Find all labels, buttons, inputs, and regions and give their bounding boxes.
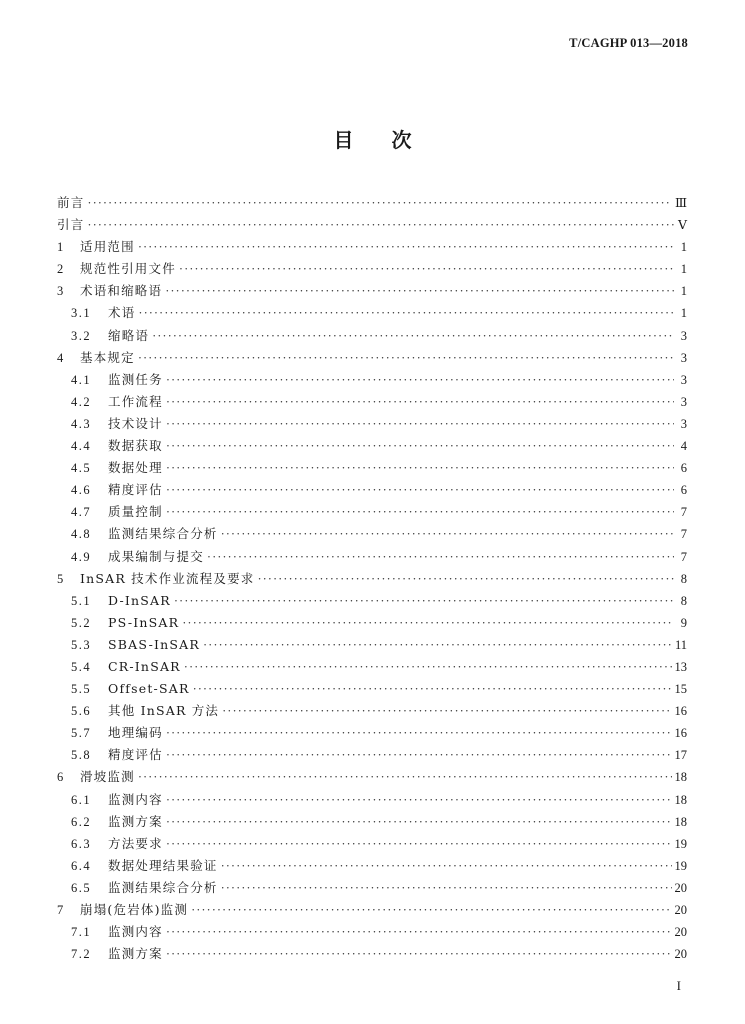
toc-entry-label: 技术设计	[108, 415, 163, 431]
toc-entry-label: 滑坡监测	[80, 769, 135, 785]
toc-entry-label: 缩略语	[108, 327, 150, 343]
toc-entry-page: 7	[680, 549, 687, 564]
toc-entry-page: Ⅲ	[674, 196, 687, 210]
toc-entry-number: 3.2	[71, 328, 92, 343]
dot-leader	[87, 214, 674, 236]
toc-entry-page: 13	[674, 659, 687, 674]
toc-entry-page: 18	[674, 770, 687, 785]
toc-entry-number: 3	[57, 284, 65, 299]
dot-leader	[138, 347, 674, 369]
toc-entry-label: 监测结果综合分析	[108, 879, 218, 895]
toc-entry-number: 6.5	[71, 880, 92, 895]
toc-entry-label: 引言	[57, 217, 85, 233]
dot-leader	[182, 612, 674, 634]
toc-entry-number: 3.1	[71, 306, 92, 321]
toc-entry[interactable]	[57, 568, 687, 590]
toc-entry-page: 7	[680, 527, 687, 542]
toc-entry-number: 4.9	[71, 549, 92, 564]
toc-entry[interactable]	[57, 347, 687, 369]
toc-entry-label: InSAR 技术作业流程及要求	[80, 570, 255, 586]
toc-entry[interactable]	[57, 634, 687, 656]
toc-entry-number: 4.1	[71, 372, 92, 387]
toc-entry-page: 20	[674, 925, 687, 940]
toc-entry-number: 6	[57, 770, 65, 785]
toc-entry-page: 1	[680, 306, 687, 321]
toc-entry-number: 5.4	[71, 659, 92, 674]
toc-entry-page: 3	[680, 416, 687, 431]
toc-entry-label: Offset-SAR	[108, 681, 190, 697]
toc-entry-label: 适用范围	[80, 239, 135, 255]
toc-entry-number: 1	[57, 240, 65, 255]
toc-entry-label: 数据处理结果验证	[108, 857, 218, 873]
toc-entry[interactable]	[57, 678, 687, 700]
dot-leader	[166, 457, 674, 479]
dot-leader	[166, 811, 672, 833]
toc-entry-number: 5.2	[71, 615, 92, 630]
toc-entry[interactable]	[57, 766, 687, 788]
standard-number: T/CAGHP 013—2018	[569, 36, 688, 50]
dot-leader	[166, 501, 674, 523]
toc-entry-page: 16	[674, 726, 687, 741]
dot-leader	[87, 192, 672, 214]
toc-entry[interactable]	[57, 236, 687, 258]
toc-entry[interactable]	[57, 280, 687, 302]
toc-entry-number: 4.2	[71, 394, 92, 409]
toc-entry-number: 5.6	[71, 704, 92, 719]
toc-entry-number: 7.1	[71, 925, 92, 940]
toc-entry[interactable]	[57, 700, 687, 722]
toc-entry[interactable]	[57, 656, 687, 678]
toc-entry[interactable]	[57, 192, 687, 214]
toc-entry-label: 崩塌(危岩体)监测	[80, 902, 189, 917]
toc-entry-page: 20	[674, 947, 687, 962]
toc-entry[interactable]	[57, 744, 687, 766]
toc-entry[interactable]	[57, 413, 687, 435]
toc-entry-page: 9	[680, 615, 687, 630]
toc-entry-number: 6.4	[71, 858, 92, 873]
toc-entry-number: 5.3	[71, 637, 92, 652]
toc-entry-label: 前言	[57, 195, 85, 210]
dot-leader	[166, 435, 674, 457]
toc-entry-number: 5.5	[71, 682, 92, 697]
toc-entry-number: 7	[57, 903, 65, 917]
toc-entry[interactable]	[57, 943, 687, 965]
toc-entry-label: 地理编码	[108, 725, 163, 741]
dot-leader	[257, 568, 674, 590]
toc-entry[interactable]	[57, 369, 687, 391]
toc-entry-page: 3	[680, 394, 687, 409]
toc-entry-number: 4	[57, 350, 65, 365]
toc-entry-label: 成果编制与提交	[108, 548, 204, 564]
dot-leader	[193, 678, 672, 700]
dot-leader	[152, 325, 674, 347]
toc-entry-number: 5	[57, 571, 65, 586]
dot-leader	[221, 523, 674, 545]
dot-leader	[166, 789, 672, 811]
toc-entry-label: 其他 InSAR 方法	[108, 703, 220, 719]
toc-entry-number: 6.2	[71, 814, 92, 829]
toc-entry-label: 监测内容	[108, 791, 163, 807]
toc-entry[interactable]	[57, 722, 687, 744]
toc-entry[interactable]	[57, 590, 687, 612]
table-of-contents	[57, 192, 687, 965]
toc-entry-number: 7.2	[71, 947, 92, 962]
toc-entry-page: 4	[680, 439, 687, 454]
toc-entry-page: 8	[680, 571, 687, 586]
dot-leader	[191, 899, 671, 921]
dot-leader	[138, 236, 674, 258]
toc-entry[interactable]	[57, 501, 687, 523]
toc-entry-number: 5.7	[71, 726, 92, 741]
toc-entry[interactable]	[57, 811, 687, 833]
toc-entry-page: 8	[680, 593, 687, 608]
toc-entry-label: 监测方案	[108, 946, 163, 962]
toc-entry-page: 20	[674, 903, 687, 917]
toc-entry-number: 6.1	[71, 792, 92, 807]
toc-entry-label: 监测内容	[108, 924, 163, 940]
toc-entry-label: 质量控制	[108, 504, 163, 520]
toc-entry-page: 11	[674, 637, 687, 652]
toc-entry-label: 术语和缩略语	[80, 283, 163, 299]
toc-entry-page: 20	[674, 880, 687, 895]
toc-entry-page: 19	[674, 858, 687, 873]
dot-leader	[166, 722, 672, 744]
toc-entry-number: 4.3	[71, 416, 92, 431]
toc-entry-label: 基本规定	[80, 349, 135, 365]
toc-entry-page: 15	[674, 682, 687, 697]
toc-entry-page: 1	[680, 240, 687, 255]
toc-entry-number: 2	[57, 262, 65, 277]
dot-leader	[166, 479, 674, 501]
page-number: I	[676, 978, 681, 993]
toc-entry-page: 18	[674, 814, 687, 829]
dot-leader	[222, 700, 671, 722]
dot-leader	[179, 258, 674, 280]
toc-entry-label: 监测任务	[108, 371, 163, 387]
dot-leader	[203, 634, 672, 656]
toc-entry-page: 1	[680, 284, 687, 299]
toc-entry-number: 5.8	[71, 748, 92, 763]
toc-entry-page: 7	[680, 505, 687, 520]
toc-entry[interactable]	[57, 302, 687, 324]
toc-entry[interactable]	[57, 457, 687, 479]
toc-entry-page: 16	[674, 704, 687, 719]
toc-entry-number: 5.1	[71, 593, 92, 608]
dot-leader	[166, 921, 672, 943]
toc-entry[interactable]	[57, 612, 687, 634]
toc-entry-number: 4.4	[71, 439, 92, 454]
dot-leader	[166, 943, 672, 965]
toc-entry-label: 监测方案	[108, 813, 163, 829]
toc-entry-label: SBAS-InSAR	[108, 636, 201, 652]
dot-leader	[165, 280, 674, 302]
toc-entry-label: CR-InSAR	[108, 658, 181, 674]
toc-entry-page: 6	[680, 461, 687, 476]
toc-entry[interactable]	[57, 479, 687, 501]
dot-leader	[166, 369, 674, 391]
dot-leader	[207, 546, 674, 568]
toc-entry[interactable]	[57, 877, 687, 899]
toc-entry-label: 规范性引用文件	[80, 261, 176, 277]
toc-entry-number: 4.6	[71, 483, 92, 498]
toc-entry-label: 监测结果综合分析	[108, 526, 218, 542]
dot-leader	[138, 302, 674, 324]
dot-leader	[166, 391, 674, 413]
toc-entry-page: 3	[680, 328, 687, 343]
toc-entry[interactable]	[57, 435, 687, 457]
toc-entry[interactable]	[57, 325, 687, 347]
toc-entry-page: 1	[680, 262, 687, 277]
toc-entry-page: 6	[680, 483, 687, 498]
dot-leader	[166, 833, 672, 855]
page-title: 目次	[333, 128, 450, 152]
toc-entry-label: PS-InSAR	[108, 614, 180, 630]
toc-entry-page: 3	[680, 350, 687, 365]
toc-entry-label: D-InSAR	[108, 592, 171, 608]
toc-entry-label: 数据获取	[108, 438, 163, 454]
toc-entry-number: 4.8	[71, 527, 92, 542]
dot-leader	[221, 877, 672, 899]
dot-leader	[166, 413, 674, 435]
toc-entry[interactable]	[57, 789, 687, 811]
toc-entry[interactable]	[57, 855, 687, 877]
toc-entry[interactable]	[57, 921, 687, 943]
toc-entry-number: 4.7	[71, 505, 92, 520]
toc-entry[interactable]	[57, 546, 687, 568]
toc-entry-page: 17	[674, 748, 687, 763]
dot-leader	[166, 744, 672, 766]
toc-entry-page: 3	[680, 372, 687, 387]
toc-entry-number: 6.3	[71, 836, 92, 851]
toc-entry[interactable]	[57, 523, 687, 545]
toc-entry[interactable]	[57, 833, 687, 855]
toc-entry[interactable]	[57, 391, 687, 413]
toc-entry-label: 精度评估	[108, 747, 163, 763]
toc-entry[interactable]	[57, 258, 687, 280]
toc-entry-label: 精度评估	[108, 482, 163, 498]
toc-entry-page: Ⅴ	[677, 218, 687, 233]
toc-entry-label: 方法要求	[108, 835, 163, 851]
dot-leader	[221, 855, 672, 877]
toc-entry-page: 18	[674, 792, 687, 807]
toc-entry[interactable]	[57, 214, 687, 236]
toc-entry-label: 数据处理	[108, 460, 163, 476]
toc-entry-label: 术语	[108, 305, 136, 321]
toc-entry[interactable]	[57, 899, 687, 921]
dot-leader	[174, 590, 674, 612]
toc-entry-page: 19	[674, 836, 687, 851]
dot-leader	[184, 656, 672, 678]
dot-leader	[138, 766, 672, 788]
toc-entry-label: 工作流程	[108, 393, 163, 409]
toc-entry-number: 4.5	[71, 461, 92, 476]
